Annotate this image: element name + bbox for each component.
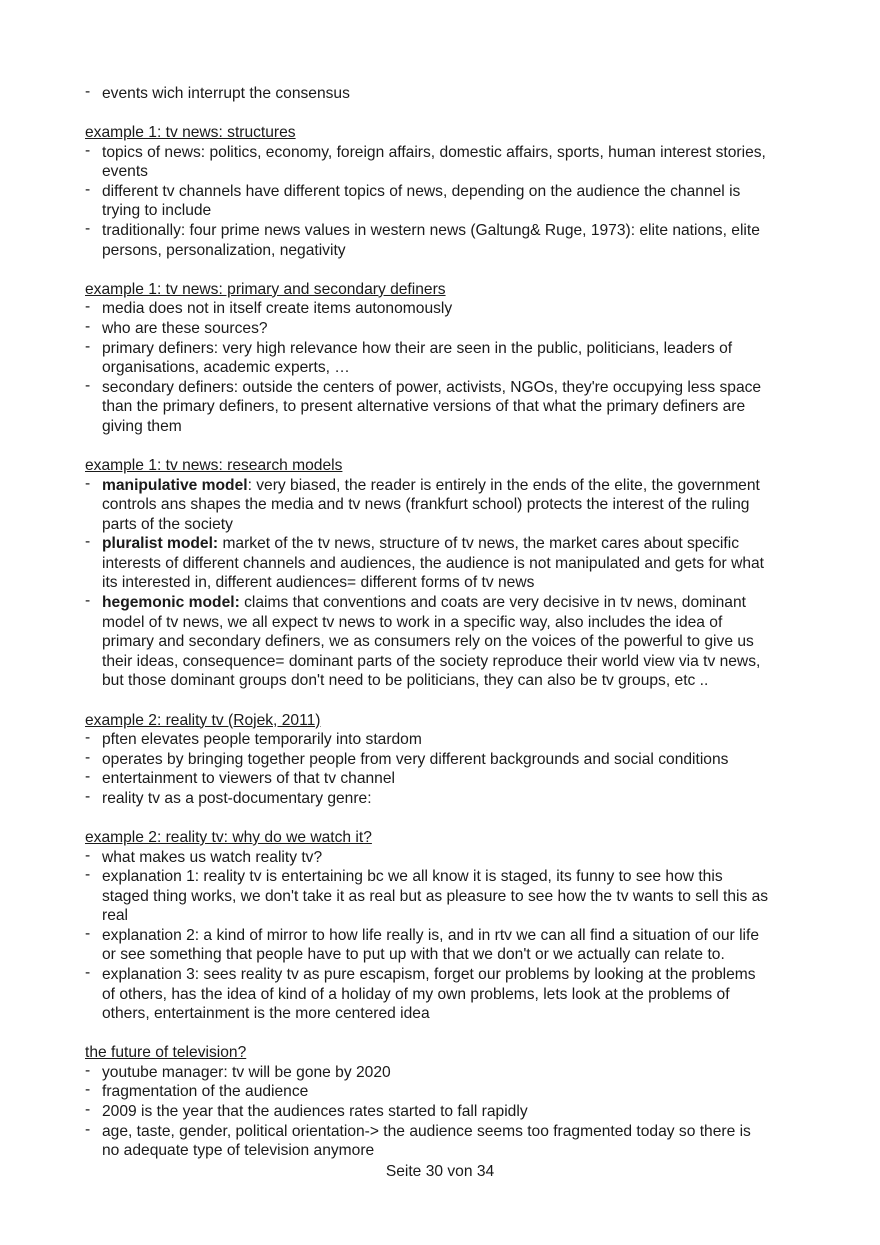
spacer (85, 260, 805, 280)
list-item-line (102, 358, 805, 378)
list-item (85, 848, 805, 868)
list-item-line (102, 417, 805, 437)
list-item-line (102, 573, 805, 593)
line-text: fragmentation of the audience (102, 1083, 309, 1101)
line-text: parts of the society (102, 515, 233, 533)
list-item-line (102, 906, 805, 926)
list-item-line (102, 1063, 805, 1083)
list-item-line (102, 1141, 805, 1161)
line-text: their ideas, consequence= dominant parts of the society reproduce their world view via tv news, (102, 652, 761, 670)
list-item-line (102, 476, 805, 496)
list-item (85, 789, 805, 809)
list-item-line (102, 1082, 805, 1102)
line-text: claims that conventions and coats are very decisive in tv news, dominant (239, 594, 746, 612)
bullet-dash: - (85, 376, 91, 394)
list-item-line (102, 965, 805, 985)
list-item (85, 593, 805, 691)
list-item-line (102, 339, 805, 359)
line-text: giving them (102, 417, 182, 435)
list-item (85, 730, 805, 750)
bullet-dash: - (85, 592, 91, 610)
list-item (85, 143, 805, 182)
list-item-line (102, 397, 805, 417)
line-text: real (102, 907, 129, 925)
bold-term: manipulative model (102, 476, 248, 494)
bullet-dash: - (85, 866, 91, 884)
bullet-dash: - (85, 964, 91, 982)
list-item-line (102, 985, 805, 1005)
bullet-dash: - (85, 83, 91, 100)
list-item-line (102, 613, 805, 633)
list-item-line (102, 378, 805, 398)
line-text: primary and secondary definers, we as consumers rely on the voices of the powerful to give us (102, 633, 754, 651)
line-text: persons, personalization, negativity (102, 241, 346, 259)
list-item (85, 182, 805, 221)
line-text: reality tv as a post-documentary genre: (102, 789, 372, 807)
list-item (85, 769, 805, 789)
list-item (85, 867, 805, 926)
line-text: pften elevates people temporarily into stardom (102, 731, 422, 749)
bullet-dash: - (85, 298, 91, 316)
list-item (85, 965, 805, 1024)
section-heading: example 2: reality tv (Rojek, 2011) (85, 711, 321, 729)
line-text: its interested in, different audiences= different forms of tv news (102, 574, 535, 592)
spacer (85, 691, 805, 711)
line-text: organisations, academic experts, … (102, 359, 350, 377)
line-text: interests of different channels and audiences, the audience is not manipulated and gets for what (102, 554, 765, 572)
list-item-line (102, 671, 805, 691)
page-number: Seite 30 von 34 (385, 1163, 495, 1180)
line-text: 2009 is the year that the audiences rates started to fall rapidly (102, 1103, 528, 1121)
section-heading: example 1: tv news: structures (85, 124, 296, 142)
list-item-line (102, 143, 805, 163)
list-item (85, 221, 805, 260)
line-text: but those dominant groups don't need to be politicians, they can also be tv groups, etc .. (102, 672, 709, 690)
line-text: media does not in itself create items autonomously (102, 300, 453, 318)
line-text: no adequate type of television anymore (102, 1142, 375, 1160)
bullet-dash: - (85, 768, 91, 786)
list-item (85, 339, 805, 378)
line-text: explanation 2: a kind of mirror to how life really is, and in rtv we can all find a situation of our life (102, 926, 760, 944)
list-item (85, 1122, 805, 1161)
list-item-line (102, 221, 805, 241)
bullet-dash: - (85, 180, 91, 198)
list-item (85, 750, 805, 770)
bold-term: pluralist model: (102, 535, 219, 553)
list-item-line (102, 534, 805, 554)
line-text: topics of news: politics, economy, foreign affairs, domestic affairs, sports, human interest stories, (102, 143, 766, 161)
line-text: explanation 3: sees reality tv as pure escapism, forget our problems by looking at the problems (102, 966, 756, 984)
document-body (85, 84, 805, 1161)
line-text: than the primary definers, to present alternative versions of that what the primary definers are (102, 398, 746, 416)
line-text: different tv channels have different topics of news, depending on the audience the channel is (102, 182, 741, 200)
list-item-line (102, 1122, 805, 1142)
line-text: secondary definers: outside the centers of power, activists, NGOs, they're occupying less space (102, 378, 762, 396)
list-item (85, 534, 805, 593)
line-text: traditionally: four prime news values in western news (Galtung& Ruge, 1973): elite nations, elite (102, 222, 760, 240)
spacer (85, 808, 805, 828)
bullet-dash: - (85, 317, 91, 335)
bullet-dash: - (85, 220, 91, 238)
list-item-line (102, 1004, 805, 1024)
line-text: entertainment to viewers of that tv channel (102, 770, 395, 788)
line-text: primary definers: very high relevance how their are seen in the public, politicians, leaders of (102, 339, 733, 357)
bullet-dash: - (85, 474, 91, 492)
list-item-line (102, 750, 805, 770)
line-text: age, taste, gender, political orientation-> the audience seems too fragmented today so there is (102, 1122, 751, 1140)
section-heading: example 2: reality tv: why do we watch it? (85, 828, 372, 846)
section-heading: example 1: tv news: research models (85, 456, 343, 474)
section-heading: example 1: tv news: primary and secondary definers (85, 280, 446, 298)
list-item-line (102, 848, 805, 868)
line-text: or see something that people have to put up with that we don't or we actually can relate to. (102, 946, 725, 964)
list-item-line (102, 515, 805, 535)
line-text: of others, has the idea of kind of a holiday of my own problems, lets look at the problems of (102, 985, 730, 1003)
bullet-dash: - (85, 1101, 91, 1119)
line-text: what makes us watch reality tv? (102, 848, 323, 866)
line-text: controls ans shapes the media and tv news (frankfurt school) protects the interest of the ruling (102, 496, 750, 514)
bullet-dash: - (85, 846, 91, 864)
list-item (85, 378, 805, 437)
list-item-line (102, 887, 805, 907)
section-heading: the future of television? (85, 1044, 247, 1062)
line-text: market of the tv news, structure of tv news, the market cares about specific (218, 535, 739, 553)
list-item-line (102, 926, 805, 946)
bullet-dash: - (85, 729, 91, 747)
list-item-line (102, 299, 805, 319)
list-item-line (102, 554, 805, 574)
bullet-dash: - (85, 924, 91, 942)
bullet-dash: - (85, 533, 91, 551)
list-item (85, 319, 805, 339)
spacer (85, 104, 805, 124)
list-item-line (102, 945, 805, 965)
line-text: explanation 1: reality tv is entertaining bc we all know it is staged, its funny to see how this (102, 868, 723, 886)
list-item-line (102, 593, 805, 613)
list-item (85, 476, 805, 535)
bullet-dash: - (85, 337, 91, 355)
line-text: operates by bringing together people from very different backgrounds and social conditions (102, 750, 729, 768)
list-item-line (102, 632, 805, 652)
list-item-line (102, 652, 805, 672)
line-text: events wich interrupt the consensus (102, 85, 350, 102)
spacer (85, 1024, 805, 1044)
bullet-dash: - (85, 1061, 91, 1079)
line-text: others, entertainment is the more centered idea (102, 1005, 430, 1023)
list-item-line (102, 730, 805, 750)
line-text: trying to include (102, 202, 212, 220)
spacer (85, 436, 805, 456)
bullet-dash: - (85, 787, 91, 805)
list-item-line (102, 182, 805, 202)
line-text: youtube manager: tv will be gone by 2020 (102, 1063, 391, 1081)
bold-term: hegemonic model: (102, 594, 240, 612)
list-item-line (102, 84, 805, 104)
bullet-dash: - (85, 1081, 91, 1099)
bullet-dash: - (85, 748, 91, 766)
list-item-line (102, 319, 805, 339)
list-item (85, 299, 805, 319)
list-item-line (102, 162, 805, 182)
bullet-dash: - (85, 141, 91, 159)
line-text: : very biased, the reader is entirely in the ends of the elite, the government (247, 476, 760, 494)
list-item-line (102, 789, 805, 809)
list-item-line (102, 1102, 805, 1122)
line-text: events (102, 163, 148, 181)
line-text: model of tv news, we all expect tv news to work in a specific way, also includes the idea of (102, 613, 723, 631)
bullet-dash: - (85, 1120, 91, 1138)
list-item (85, 926, 805, 965)
list-item (85, 1063, 805, 1083)
list-item (85, 1082, 805, 1102)
list-item-line (102, 769, 805, 789)
line-text: staged thing works, we don't take it as real but as pleasure to see how the tv wants to sell this as (102, 887, 769, 905)
list-item-line (102, 241, 805, 261)
list-item-line (102, 495, 805, 515)
line-text: who are these sources? (102, 319, 268, 337)
list-item (85, 1102, 805, 1122)
list-item-line (102, 867, 805, 887)
list-item (85, 84, 805, 104)
list-item-line (102, 201, 805, 221)
